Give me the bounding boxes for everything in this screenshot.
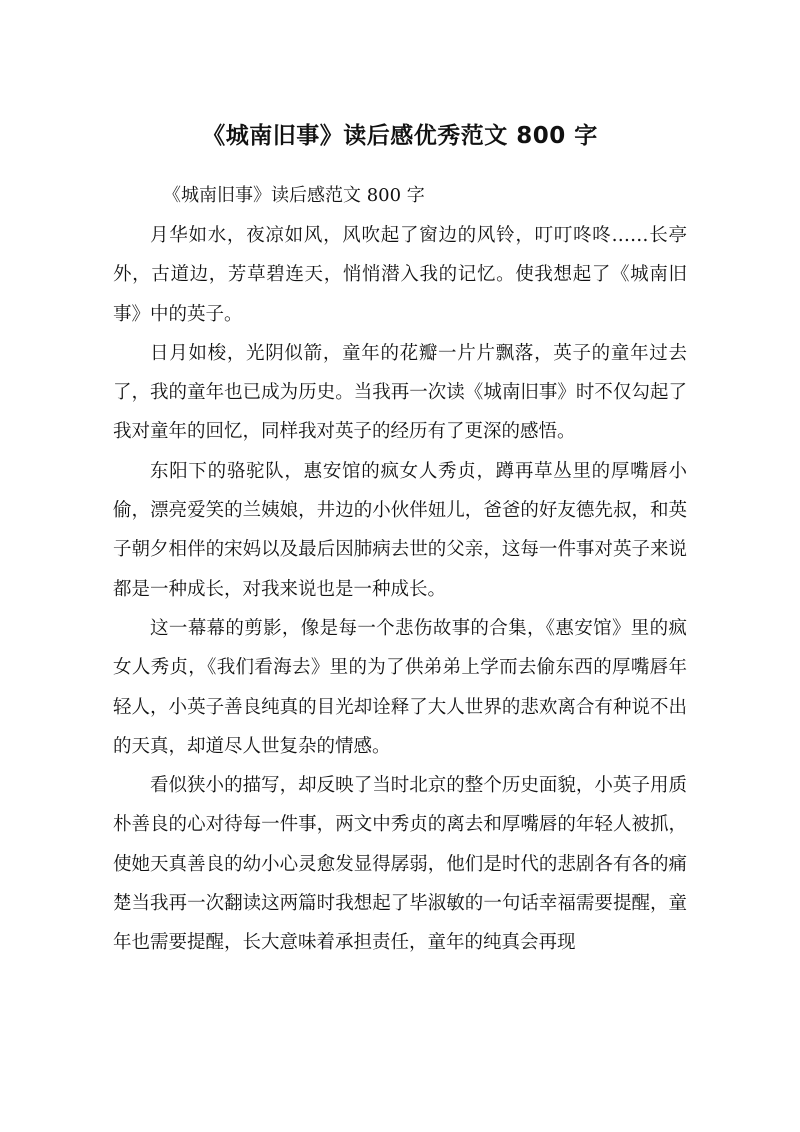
paragraph: 日月如梭，光阴似箭，童年的花瓣一片片飘落，英子的童年过去了，我的童年也已成为历史。当我再一次读《城南旧事》时不仅勾起了我对童年的回忆，同样我对英子的经历有了更深的感悟。 [113, 342, 687, 443]
paragraph: 东阳下的骆驼队，惠安馆的疯女人秀贞，蹲再草丛里的厚嘴唇小偷，漂亮爱笑的兰姨娘，井边的小伙伴妞儿，爸爸的好友德先叔，和英子朝夕相伴的宋妈以及最后因肺病去世的父亲，这每一件事对英子来说都是一种成长，对我来说也是一种成长。 [113, 460, 687, 600]
paragraph: 月华如水，夜凉如风，风吹起了窗边的风铃，叮叮咚咚……长亭外，古道边，芳草碧连天，悄悄潜入我的记忆。使我想起了《城南旧事》中的英子。 [113, 225, 687, 325]
document-body [113, 216, 687, 963]
paragraph: 看似狭小的描写，却反映了当时北京的整个历史面貌，小英子用质朴善良的心对待每一件事，两文中秀贞的离去和厚嘴唇的年轻人被抓，使她天真善良的幼小心灵愈发显得孱弱，他们是时代的悲剧各有各的痛楚当我再一次翻读这两篇时我想起了毕淑敏的一句话幸福需要提醒，童年也需要提醒，长大意味着承担责任，童年的纯真会再现 [113, 775, 687, 954]
document-subtitle: 《城南旧事》读后感范文 800 字 [163, 185, 425, 206]
document-title: 《城南旧事》读后感优秀范文 800 字 [202, 123, 598, 149]
paragraph: 这一幕幕的剪影，像是每一个悲伤故事的合集，《惠安馆》里的疯女人秀贞，《我们看海去》里的为了供弟弟上学而去偷东西的厚嘴唇年轻人，小英子善良纯真的目光却诠释了大人世界的悲欢离合有种说不出的天真，却道尽人世复杂的情感。 [113, 617, 687, 757]
